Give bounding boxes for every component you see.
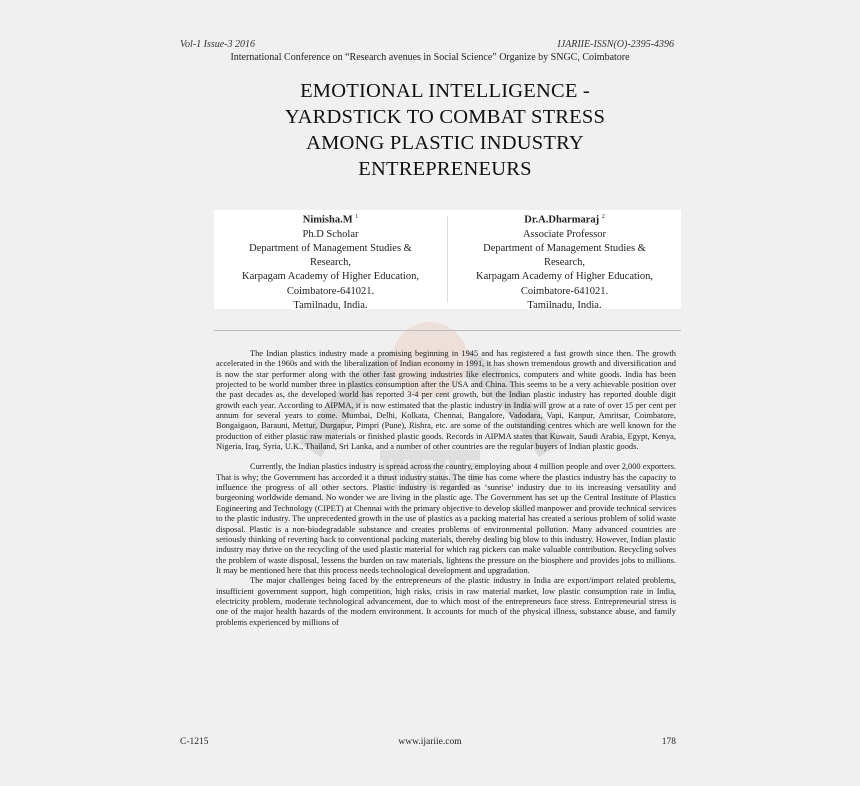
author-1 [214,210,447,309]
author-institution: Karpagam Academy of Higher Education, [242,271,419,283]
title-line: EMOTIONAL INTELLIGENCE - [300,80,590,102]
body-text [216,349,676,628]
conference-line: International Conference on “Research avenues in Social Science” Organize by SNGC, Coimbatore [230,52,630,63]
author-city: Coimbatore-641021. [520,285,609,297]
author-name: Dr.A.Dharmaraj $^2$ [524,214,605,226]
author-dept: Department of Management Studies & [483,242,646,254]
journal-website: www.ijariie.com [398,737,462,747]
paper-title [200,78,690,182]
volume-issue: Vol-1 Issue-3 2016 [180,39,255,50]
author-dept-cont: Research, [543,257,586,269]
author-2 [448,210,681,309]
title-line: YARDSTICK TO COMBAT STRESS [284,106,606,128]
page-number: 178 [661,737,676,747]
paragraph: The major challenges being faced by the entrepreneurs of the plastic industry in India are export/import related problems, insufficient government support, high competition, high risks, crisis in raw material market, low plastic consumption rate in India, electricity problem, moderate technological advancement, due to which most of the entrepreneurs face stress. Entrepreneurial stress is one of the major health hazards of the modern environment. It accounts for much of the physical illness, substance abuse, and family problems experienced by millions of [216,576,676,627]
author-state: Tamilnadu, India. [293,299,368,311]
author-affil-marker: 2 [601,214,605,220]
title-line: ENTREPRENEURS [358,158,532,180]
paragraph: Currently, the Indian plastics industry is spread across the country, employing about 4 million people and over 2,000 exporters. That is why; the Government has accorded it a thrust industry status. The time has come where the plastics industry has the capacity to influence the progress of all other sectors. Plastic industry is regarded as ‘sunrise’ industry due to its increasing versatility and burgeoning worldwide demand. No wonder we are living in the plastic age. The Government has set up the Central Institute of Plastics Engineering and Technology (CIPET) at Chennai with the primary objective to develop skilled manpower and provide technical services to the plastic industry. The unprecedented growth in the use of plastics as a packing material has created a serious problem of solid waste disposal. Plastic is a non-biodegradable substance and creates problems of environmental pollution. Many advanced countries are seriously thinking of reverting back to conventional packing materials, thereby dealing big blow to this industry. However, Indian plastic industry may thrive on the recycling of the used plastic material for which rag pickers can make valuable contribution. Recycling solves the problem of waste disposal, lessens the burden on raw materials, lightens the pressure on the biosphere and provides jobs to millions. It may be mentioned here that this process needs technological development and upgradation. [216,462,676,575]
author-affil-marker: 1 [355,214,359,220]
paragraph: The Indian plastics industry made a promising beginning in 1945 and has registered a fast growth since then. The growth accelerated in the 1960s and with the liberalization of Indian economy in 1991, it has shown tremendous growth and diversification and is now the star performer along with the other fast growing industries like electronics, computers and white goods. India has been projected to be world number three in plastics consumption after the USA and China. This seems to be a very achievable position over the past decades as, the developed world has reported 3-4 per cent growth, but the Indian plastic industry has reported double digit growth each year. According to AIPMA, it is now estimated that the plastic industry in India will grow at a rate of over 15 per cent per annum for several years to come. Mumbai, Delhi, Kolkata, Chennai, Bangalore, Vadodara, Vapi, Kanpur, Amritsar, Coimbatore, Bongaigaon, Barauni, Mettur, Durgapur, Pimpri (Pune), Rishra, etc. are some of the outstanding centres which are well known for the production of either plastic raw materials or finished plastic goods. Records in AIPMA states that Kuwait, Saudi Arabia, Egypt, Kenya, Nigeria, Iraq, Syria, U.K., Thailand, Sri Lanka, and a number of other countries are the regular buyers of Indian plastic goods. [216,349,676,452]
paper-code: C-1215 [180,737,209,747]
title-line: AMONG PLASTIC INDUSTRY [306,132,584,154]
watermark-text: IJARIIE [376,454,484,494]
issn: IJARIIE-ISSN(O)-2395-4396 [557,39,674,50]
author-institution: Karpagam Academy of Higher Education, [476,271,653,283]
author-dept-cont: Research, [309,257,352,269]
author-block [214,210,681,309]
author-role: Associate Professor [522,228,607,240]
section-divider [214,330,681,331]
author-dept: Department of Management Studies & [249,242,412,254]
author-name: Nimisha.M $^1$ [302,214,359,226]
author-city: Coimbatore-641021. [286,285,375,297]
author-role: Ph.D Scholar [302,228,359,240]
author-state: Tamilnadu, India. [527,299,602,311]
